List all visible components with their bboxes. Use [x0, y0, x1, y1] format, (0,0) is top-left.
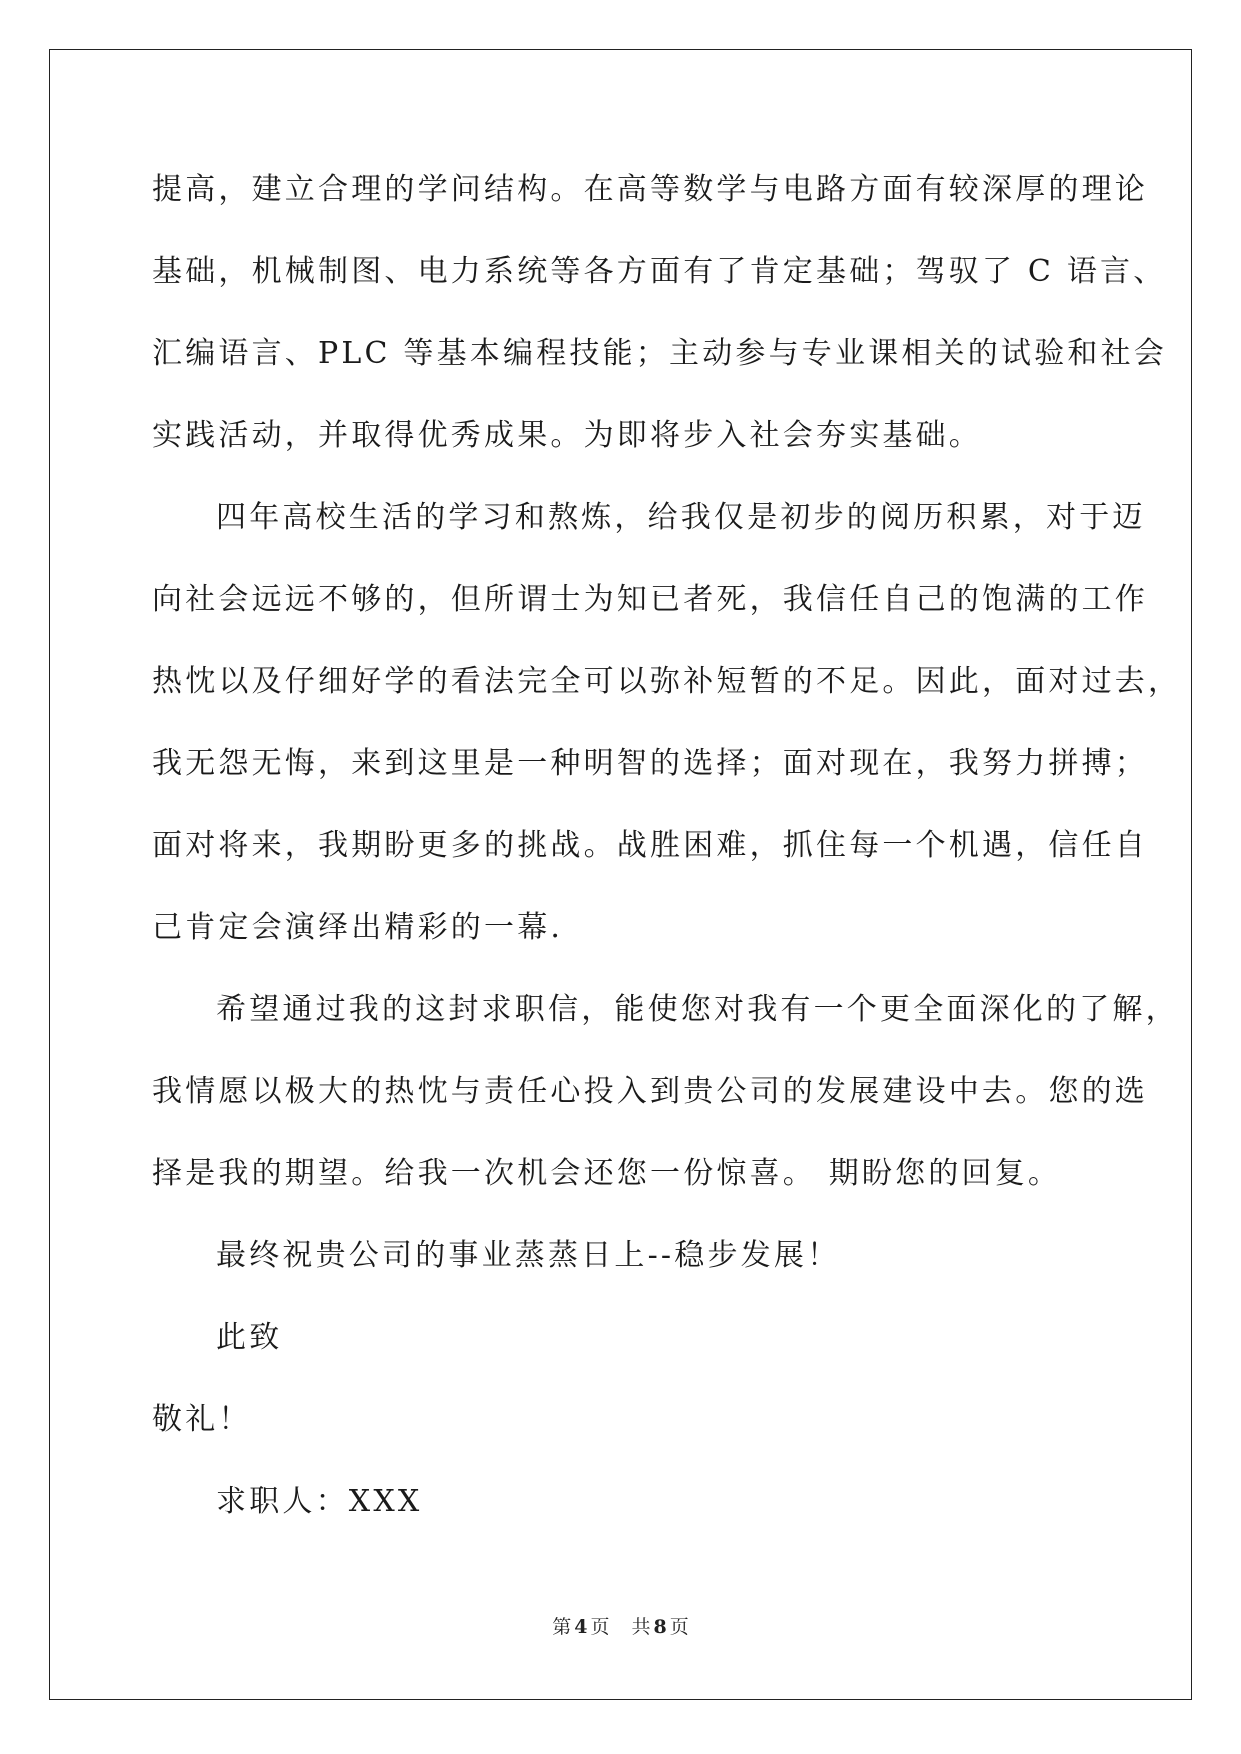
text-line: 己肯定会演绎出精彩的一幕.	[152, 910, 564, 945]
footer-total-suffix: 页	[669, 1616, 689, 1638]
text-line: 基础，机械制图、电力系统等各方面有了肯定基础；驾驭了 C 语言、	[152, 254, 1167, 289]
page-footer	[0, 1612, 1241, 1639]
paragraph-start-line: 希望通过我的这封求职信，能使您对我有一个更全面深化的了解，	[216, 992, 1179, 1027]
footer-total-prefix: 共	[631, 1616, 651, 1638]
total-pages-number: 8	[653, 1616, 667, 1638]
text-line: 热忱以及仔细好学的看法完全可以弥补短暂的不足。因此，面对过去，	[152, 664, 1182, 699]
regards: 敬礼！	[152, 1402, 252, 1437]
footer-prefix: 第	[552, 1616, 572, 1638]
text-line: 实践活动，并取得优秀成果。为即将步入社会夯实基础。	[152, 418, 982, 453]
paragraph-start-line: 四年高校生活的学习和熬炼，给我仅是初步的阅历积累，对于迈	[216, 500, 1146, 535]
closing-wish: 最终祝贵公司的事业蒸蒸日上--稳步发展！	[216, 1238, 841, 1273]
text-line: 面对将来，我期盼更多的挑战。战胜困难，抓住每一个机遇，信任自	[152, 828, 1148, 863]
text-line: 汇编语言、PLC 等基本编程技能；主动参与专业课相关的试验和社会	[152, 336, 1167, 371]
text-line: 我情愿以极大的热忱与责任心投入到贵公司的发展建设中去。您的选	[152, 1074, 1148, 1109]
current-page-number: 4	[574, 1616, 588, 1638]
footer-page-suffix: 页	[590, 1616, 610, 1638]
signature: 求职人：XXX	[216, 1484, 423, 1519]
text-line: 向社会远远不够的，但所谓士为知已者死，我信任自己的饱满的工作	[152, 582, 1148, 617]
text-line: 提高，建立合理的学问结构。在高等数学与电路方面有较深厚的理论	[152, 172, 1148, 207]
text-line: 我无怨无悔，来到这里是一种明智的选择；面对现在，我努力拼搏；	[152, 746, 1148, 781]
text-line: 择是我的期望。给我一次机会还您一份惊喜。 期盼您的回复。	[152, 1156, 1062, 1191]
letter-body	[152, 158, 1182, 1552]
salutation-close: 此致	[216, 1320, 283, 1355]
